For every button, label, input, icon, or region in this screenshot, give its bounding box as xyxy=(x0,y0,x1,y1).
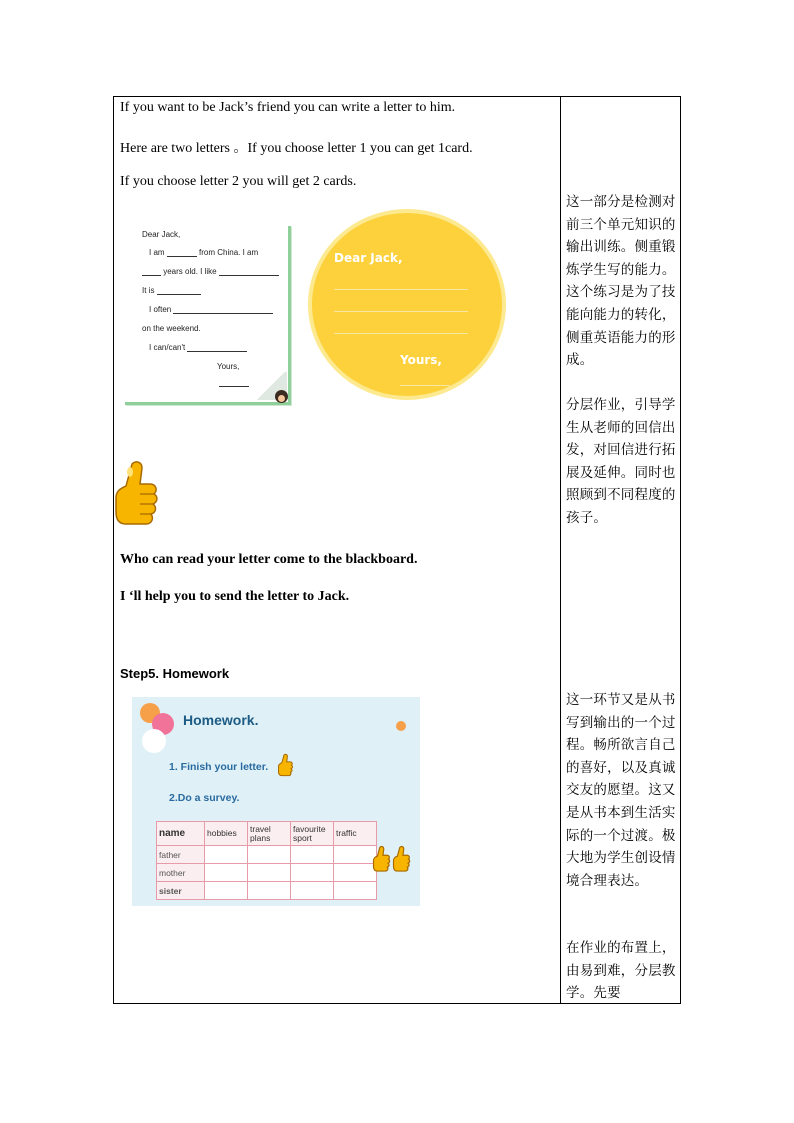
teaching-note-1: 这一部分是检测对前三个单元知识的输出训练。侧重锻炼学生写的能力。这个练习是为了技能向能力的转化，侧重英语能力的形成。 xyxy=(566,194,676,369)
letter-i-can: I can/can't xyxy=(149,343,186,352)
text-line-1: If you want to be Jack’s friend you can write a letter to him. xyxy=(120,100,456,115)
flower-icon xyxy=(142,729,166,753)
letter-line-4 xyxy=(149,305,273,314)
survey-row-label: father xyxy=(157,846,205,864)
blank xyxy=(219,275,279,276)
circle-greeting: Dear Jack, xyxy=(334,251,403,265)
blank xyxy=(157,294,201,295)
survey-header: favourite sport xyxy=(291,822,334,846)
column-divider xyxy=(560,96,561,1004)
survey-row-label: sister xyxy=(157,882,205,900)
sun-icon xyxy=(396,721,406,731)
girl-icon xyxy=(275,390,288,403)
thumbs-up-icon xyxy=(391,845,411,875)
homework-item-2: 2.Do a survey. xyxy=(169,792,240,804)
blank xyxy=(187,351,247,352)
letter-it-is: It is xyxy=(142,286,155,295)
circle-closing: Yours, xyxy=(400,353,442,367)
text-line-2: Here are two letters 。If you choose letter 1 you can get 1card. xyxy=(120,141,473,156)
blank xyxy=(173,313,273,314)
homework-slide xyxy=(132,697,420,906)
thumbs-up-icon xyxy=(371,845,391,875)
survey-header: traffic xyxy=(334,822,377,846)
letter-from-china: from China. I am xyxy=(199,248,259,257)
thumbs-up-icon xyxy=(277,753,293,779)
circle-line xyxy=(334,311,468,312)
survey-row-label: mother xyxy=(157,864,205,882)
text-line-4: Who can read your letter come to the blackboard. xyxy=(120,552,418,567)
letter-line-5: on the weekend. xyxy=(142,324,201,333)
text-line-5: I ‘ll help you to send the letter to Jack. xyxy=(120,589,350,604)
letter-circle-card xyxy=(312,213,502,396)
teaching-note-4: 在作业的布置上，由易到难，分层教学。先要 xyxy=(566,940,676,1002)
letter-line-2 xyxy=(142,267,279,276)
circle-signature-line xyxy=(400,385,450,386)
letter-i-am: I am xyxy=(149,248,165,257)
letter-line-1 xyxy=(149,248,258,257)
thumbs-up-icon xyxy=(112,458,158,534)
circle-line xyxy=(334,289,468,290)
letter-closing: Yours, xyxy=(217,362,240,371)
blank xyxy=(167,256,197,257)
letter-i-often: I often xyxy=(149,305,172,314)
teaching-note-2: 分层作业，引导学生从老师的回信出发，对回信进行拓展及延伸。同时也照顾到不同程度的孩子。 xyxy=(566,397,676,526)
homework-title: Homework. xyxy=(183,712,259,728)
letter-line-3 xyxy=(142,286,201,295)
survey-table xyxy=(156,821,377,900)
survey-header: travel plans xyxy=(248,822,291,846)
letter-signature-line xyxy=(219,378,249,387)
letter-line-6 xyxy=(149,343,247,352)
letter-years-old: years old. I like xyxy=(163,267,217,276)
survey-header: hobbies xyxy=(205,822,248,846)
text-line-3: If you choose letter 2 you will get 2 cards. xyxy=(120,174,357,189)
circle-line xyxy=(334,333,468,334)
letter-greeting: Dear Jack, xyxy=(142,230,181,239)
survey-header: name xyxy=(157,822,205,846)
homework-item-1: 1. Finish your letter. xyxy=(169,761,269,773)
teaching-note-3: 这一环节又是从书写到输出的一个过程。畅所欲言自己的喜好，以及真诚交友的愿望。这又是从书本到生活实际的一个过渡。极大地为学生创设情境合理表达。 xyxy=(566,692,676,889)
blank xyxy=(142,275,161,276)
step-heading: Step5. Homework xyxy=(120,666,230,681)
